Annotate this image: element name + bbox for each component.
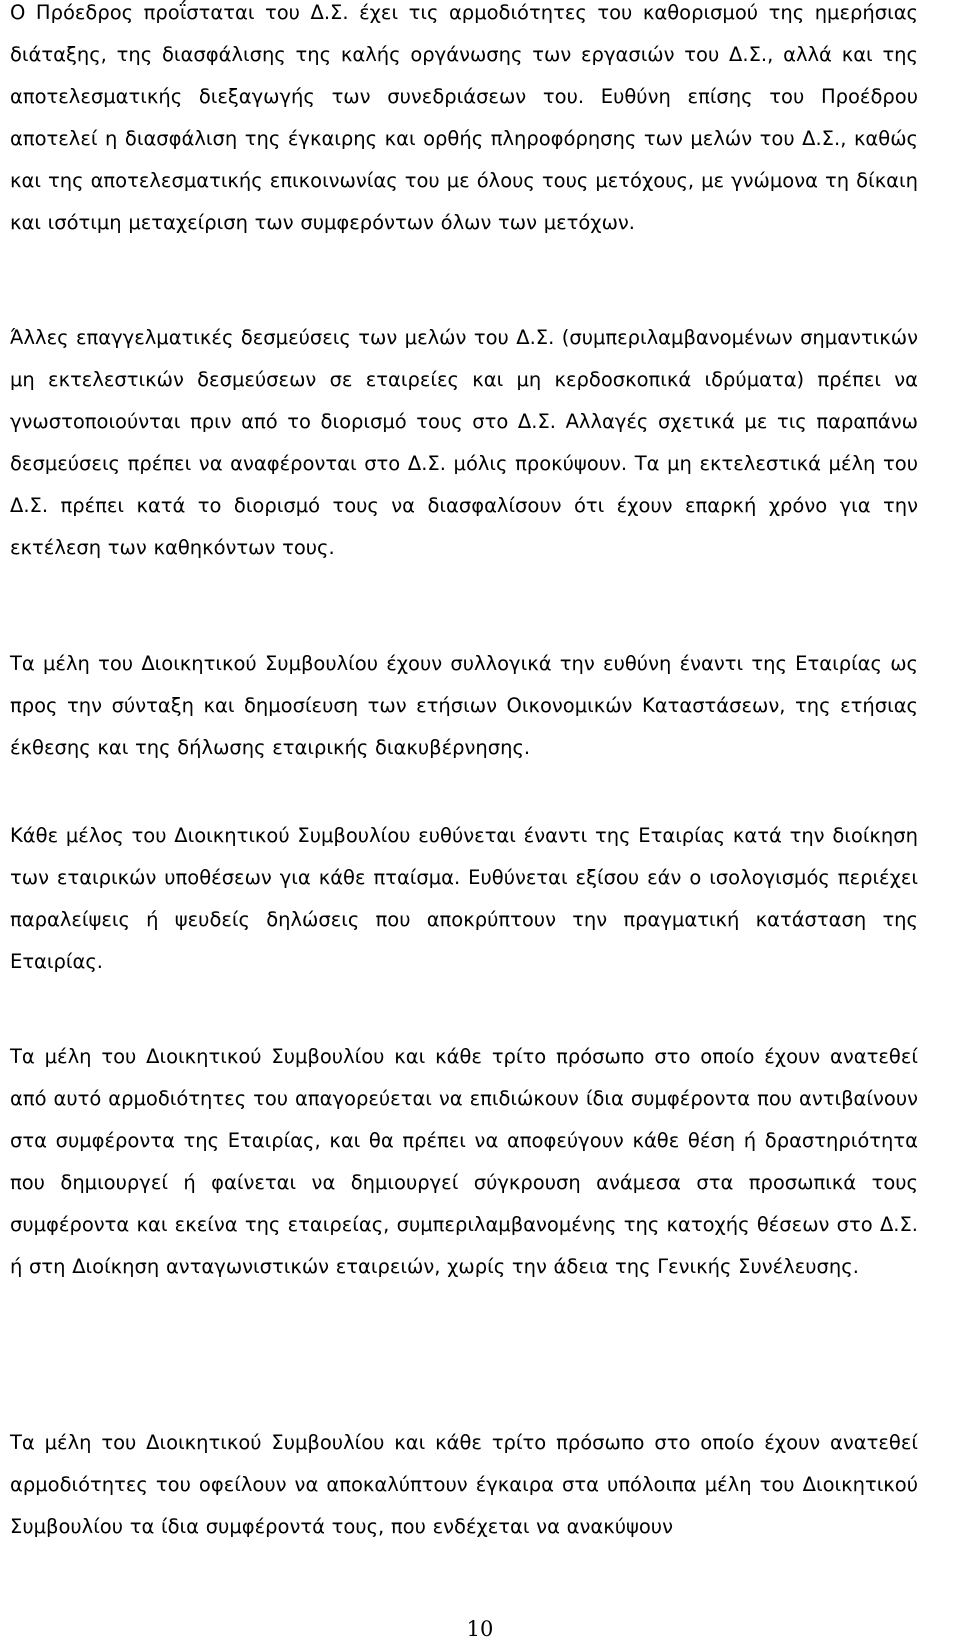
paragraph-disclosure-of-interests: Τα μέλη του Διοικητικού Συμβουλίου και κάθε τρίτο πρόσωπο στο οποίο έχουν ανατεθεί αρμοδιότητες του οφείλουν να αποκαλύπτουν έγκαιρα στα υπόλοιπα μέλη του Διοικητικού Συμβουλίου τα ίδια συμφέροντά τους, που ενδέχεται να ανακύψουν — [10, 1431, 918, 1538]
paragraph-collective-responsibility: Τα μέλη του Διοικητικού Συμβουλίου έχουν συλλογικά την ευθύνη έναντι της Εταιρίας ως προς την σύνταξη και δημοσίευση των ετήσιων Οικονομικών Καταστάσεων, της ετήσιας έκθεσης και της δήλωσης εταιρικής διακυβέρνησης. — [10, 652, 918, 759]
paragraph-member-liability: Κάθε μέλος του Διοικητικού Συμβουλίου ευθύνεται έναντι της Εταιρίας κατά την διοίκηση των εταιρικών υποθέσεων για κάθε πταίσμα. Ευθύνεται εξίσου εάν ο ισολογισμός περιέχει παραλείψεις ή ψευδείς δηλώσεις που αποκρύπτουν την πραγματική κατάσταση της Εταιρίας. — [10, 824, 918, 973]
paragraph-professional-commitments: Άλλες επαγγελματικές δεσμεύσεις των μελών του Δ.Σ. (συμπεριλαμβανομένων σημαντικών μη εκτελεστικών δεσμεύσεων σε εταιρείες και μη κερδοσκοπικά ιδρύματα) πρέπει να γνωστοποιούνται πριν από το διορισμό τους στο Δ.Σ. Αλλαγές σχετικά με τις παραπάνω δεσμεύσεις πρέπει να αναφέρονται στο Δ.Σ. μόλις προκύψουν. Τα μη εκτελεστικά μέλη του Δ.Σ. πρέπει κατά το διορισμό τους να διασφαλίσουν ότι έχουν επαρκή χρόνο για την εκτέλεση των καθηκόντων τους. — [10, 326, 918, 559]
paragraph-chairman-duties: Ο Πρόεδρος προΐσταται του Δ.Σ. έχει τις αρμοδιότητες του καθορισμού της ημερήσιας διάταξης, της διασφάλισης της καλής οργάνωσης των εργασιών του Δ.Σ., αλλά και της αποτελεσματικής διεξαγωγής των συνεδριάσεων του. Ευθύνη επίσης του Προέδρου αποτελεί η διασφάλιση της έγκαιρης και ορθής πληροφόρησης των μελών του Δ.Σ., καθώς και της αποτελεσματικής επικοινωνίας του με όλους τους μετόχους, με γνώμονα τη δίκαιη και ισότιμη μεταχείριση των συμφερόντων όλων των μετόχων. — [10, 1, 918, 234]
paragraph-conflict-of-interest: Τα μέλη του Διοικητικού Συμβουλίου και κάθε τρίτο πρόσωπο στο οποίο έχουν ανατεθεί από αυτό αρμοδιότητες του απαγορεύεται να επιδιώκουν ίδια συμφέροντα που αντιβαίνουν στα συμφέροντα της Εταιρίας, και θα πρέπει να αποφεύγουν κάθε θέση ή δραστηριότητα που δημιουργεί ή φαίνεται να δημιουργεί σύγκρουση ανάμεσα στα προσωπικά τους συμφέροντα και εκείνα της εταιρείας, συμπεριλαμβανομένης της κατοχής θέσεων στο Δ.Σ. ή στη Διοίκηση ανταγωνιστικών εταιρειών, χωρίς την άδεια της Γενικής Συνέλευσης. — [10, 1045, 918, 1278]
page-number: 10 — [466, 1617, 494, 1641]
